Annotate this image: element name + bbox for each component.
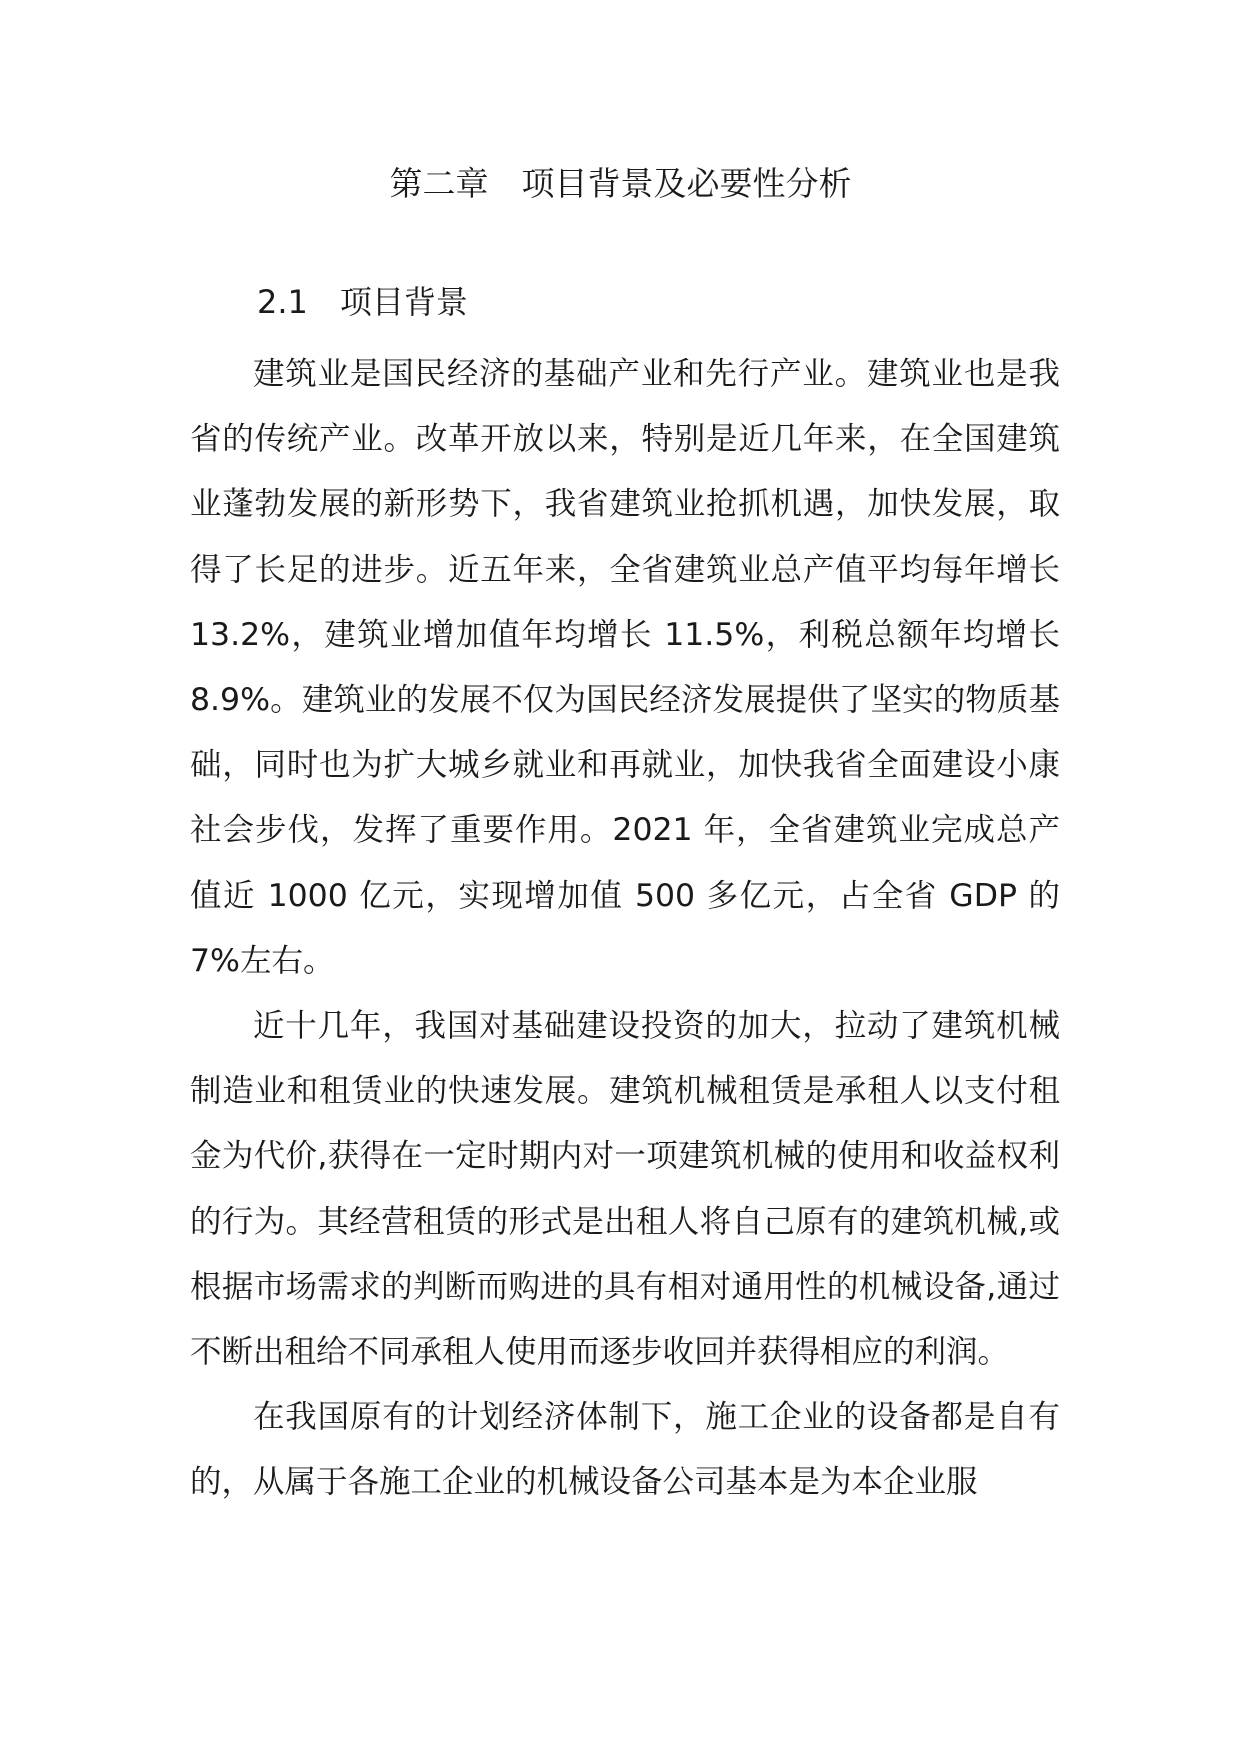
body-text: [190, 342, 1060, 1516]
section-heading: 2.1 项目背景: [257, 283, 468, 321]
paragraph: 近十几年，我国对基础建设投资的加大，拉动了建筑机械制造业和租赁业的快速发展。建筑机械租赁是承租人以支付租金为代价,获得在一定时期内对一项建筑机械的使用和收益权利的行为。其经营租赁的形式是出租人将自己原有的建筑机械,或根据市场需求的判断而购进的具有相对通用性的机械设备,通过不断出租给不同承租人使用而逐步收回并获得相应的利润。: [190, 1008, 1060, 1371]
chapter-title: 第二章 项目背景及必要性分析: [389, 164, 852, 203]
paragraph: 建筑业是国民经济的基础产业和先行产业。建筑业也是我省的传统产业。改革开放以来，特别是近几年来，在全国建筑业蓬勃发展的新形势下，我省建筑业抢抓机遇，加快发展，取得了长足的进步。近五年来，全省建筑业总产值平均每年增长 13.2%，建筑业增加值年均增长 11.5%，利税总额年均增长 8.9%。建筑业的发展不仅为国民经济发展提供了坚实的物质基础，同时也为扩大城乡就业和再就业，加快我省全面建设小康社会步伐，发挥了重要作用。2021 年，全省建筑业完成总产值近 1000 亿元，实现增加值 500 多亿元，占全省 GDP 的 7%左右。: [190, 356, 1060, 979]
paragraph: 在我国原有的计划经济体制下，施工企业的设备都是自有的，从属于各施工企业的机械设备公司基本是为本企业服: [190, 1399, 1060, 1501]
